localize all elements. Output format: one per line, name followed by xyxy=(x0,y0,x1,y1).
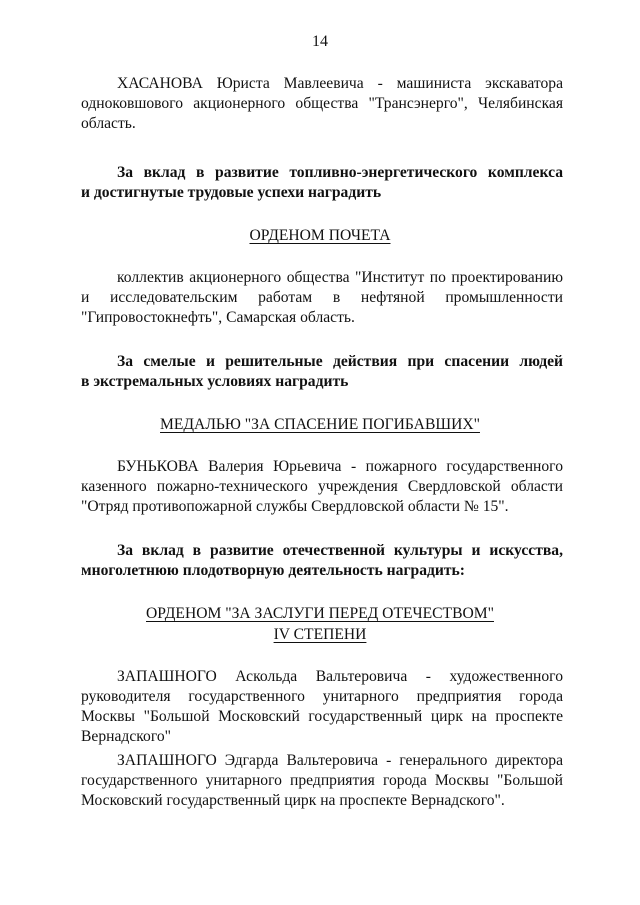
text-line: в экстремальных условиях наградить xyxy=(81,373,349,390)
text-line: ЗАПАШНОГО Эдгарда Вальтеровича - генерального директора xyxy=(117,752,563,769)
award-title-order-of-honour: ОРДЕНОМ ПОЧЕТА xyxy=(249,227,391,244)
text-line: "Отряд противопожарной службы Свердловской области № 15". xyxy=(81,498,509,515)
text-line: многолетнюю плодотворную деятельность наградить: xyxy=(81,562,465,579)
text-line: государственного унитарного предприятия города Москвы "Большой xyxy=(81,772,563,789)
text-line: За вклад в развитие топливно-энергетического комплекса xyxy=(117,164,563,181)
text-line: одноковшового акционерного общества "Трансэнерго", Челябинская xyxy=(81,95,563,112)
text-line: Вернадского" xyxy=(81,728,171,745)
award-reason-fuel-energy xyxy=(81,163,563,203)
recipient-paragraph-askold-zapashny xyxy=(81,667,563,747)
recipient-paragraph-khasanov xyxy=(81,74,563,134)
text-line: казенного пожарно-технического учреждения Свердловской области xyxy=(81,478,563,495)
award-title-rescue-medal: МЕДАЛЬЮ "ЗА СПАСЕНИЕ ПОГИБАВШИХ" xyxy=(160,416,480,433)
recipient-paragraph-bunkov xyxy=(81,457,563,517)
text-line: руководителя государственного унитарного предприятия города xyxy=(81,688,563,705)
award-title-order-merit: ОРДЕНОМ "ЗА ЗАСЛУГИ ПЕРЕД ОТЕЧЕСТВОМ" xyxy=(146,605,494,622)
text-line: "Гипровостокнефть", Самарская область. xyxy=(81,309,355,326)
text-line: область. xyxy=(81,115,136,132)
text-line: и исследовательским работам в нефтяной промышленности xyxy=(81,289,563,306)
text-line: За вклад в развитие отечественной культуры и искусства, xyxy=(117,542,563,559)
text-line: БУНЬКОВА Валерия Юрьевича - пожарного государственного xyxy=(117,458,563,475)
text-line: Москвы "Большой Московский государственный цирк на проспекте xyxy=(81,708,563,725)
recipient-paragraph-giprovostokneft xyxy=(81,268,563,328)
text-line: Московский государственный цирк на проспекте Вернадского". xyxy=(81,792,505,809)
award-title-degree: IV СТЕПЕНИ xyxy=(273,626,367,643)
text-line: коллектив акционерного общества "Институт по проектированию xyxy=(117,269,563,286)
recipient-paragraph-edgard-zapashny xyxy=(81,751,563,811)
award-reason-culture xyxy=(81,541,563,581)
page-number: 14 xyxy=(312,33,328,50)
text-line: и достигнутые трудовые успехи наградить xyxy=(81,184,382,201)
text-line: За смелые и решительные действия при спасении людей xyxy=(117,353,563,370)
text-line: ЗАПАШНОГО Аскольда Вальтеровича - художественного xyxy=(117,668,563,685)
text-line: ХАСАНОВА Юриста Мавлеевича - машиниста экскаватора xyxy=(117,75,563,92)
award-reason-rescue xyxy=(81,352,563,392)
